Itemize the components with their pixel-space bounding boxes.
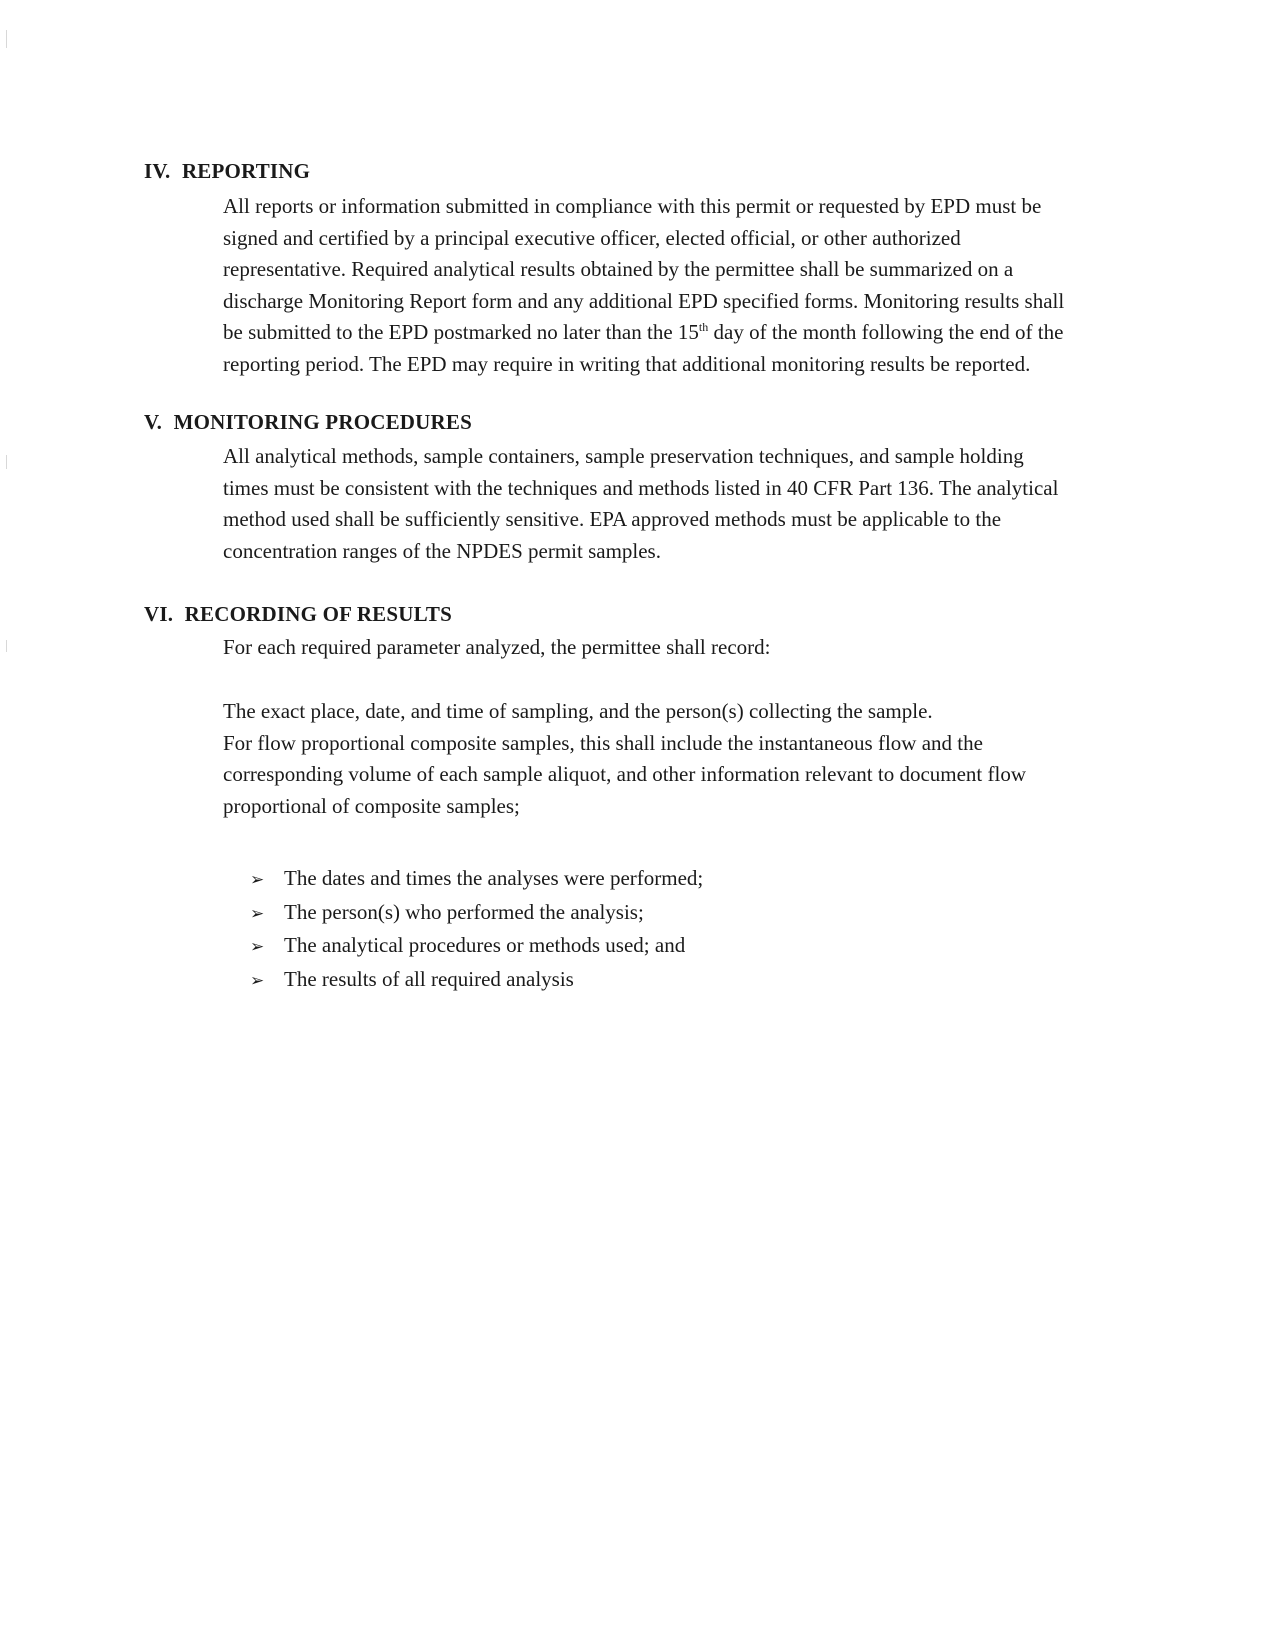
paragraph-line: All reports or information submitted in compliance with this permit or requested by EPD must be (223, 194, 1042, 218)
list-item (250, 930, 703, 964)
paragraph-line: concentration ranges of the NPDES permit samples. (223, 538, 661, 563)
section-heading-monitoring-procedures (144, 409, 472, 435)
paragraph-line: signed and certified by a principal executive officer, elected official, or other authorized (223, 225, 961, 250)
scan-artifact (6, 30, 7, 48)
arrowhead-bullet-icon: ➢ (250, 970, 265, 991)
list-item (250, 897, 703, 931)
section-heading-reporting (144, 158, 310, 184)
list-item-text: The analytical procedures or methods used; and (284, 933, 686, 957)
list-item (250, 964, 703, 998)
section-heading-recording-of-results (144, 601, 452, 627)
section-title: REPORTING (181, 159, 311, 183)
paragraph-line (223, 317, 1173, 349)
paragraph-line: For flow proportional composite samples, this shall include the instantaneous flow and the (223, 730, 983, 755)
scan-artifact (6, 640, 7, 652)
scan-artifact (6, 455, 7, 469)
paragraph-line: representative. Required analytical results obtained by the permittee shall be summarized on a (223, 257, 1014, 281)
paragraph-line: proportional of composite samples; (223, 793, 520, 818)
arrowhead-bullet-icon: ➢ (250, 937, 265, 957)
line-text: be submitted to the EPD postmarked no later than the 15 (223, 320, 699, 344)
section-title: MONITORING PROCEDURES (173, 410, 472, 434)
arrowhead-bullet-icon: ➢ (250, 903, 265, 924)
results-bullet-list (250, 863, 703, 997)
arrowhead-bullet-icon: ➢ (250, 870, 265, 890)
paragraph-line: times must be consistent with the techniques and methods listed in 40 CFR Part 136. The analytical (223, 475, 1059, 500)
list-item-text: The person(s) who performed the analysis; (284, 899, 644, 924)
section-number: IV. (144, 159, 171, 183)
paragraph-line: reporting period. The EPD may require in writing that additional monitoring results be reported. (223, 351, 1031, 376)
list-item (250, 863, 703, 897)
paragraph-line: corresponding volume of each sample aliquot, and other information relevant to document flow (223, 762, 1027, 786)
section-body-monitoring-procedures (223, 441, 1173, 567)
section-intro-recording-of-results (223, 632, 1173, 664)
paragraph-line: method used shall be sufficiently sensitive. EPA approved methods must be applicable to the (223, 507, 1002, 531)
ordinal-superscript: th (698, 320, 709, 334)
section-body-reporting (223, 191, 1173, 380)
list-item-text: The results of all required analysis (284, 966, 574, 991)
line-text: day of the month following the end of the (708, 320, 1064, 344)
section-body-recording-of-results (223, 696, 1173, 822)
list-item-text: The dates and times the analyses were performed; (284, 866, 704, 890)
section-number: VI. (144, 602, 174, 626)
paragraph-line: For each required parameter analyzed, the permittee shall record: (223, 635, 771, 659)
section-title: RECORDING OF RESULTS (184, 602, 452, 626)
paragraph-line: All analytical methods, sample containers, sample preservation techniques, and sample holding (223, 444, 1024, 468)
section-number: V. (144, 410, 163, 434)
paragraph-line: The exact place, date, and time of sampling, and the person(s) collecting the sample. (223, 699, 933, 723)
paragraph-line: discharge Monitoring Report form and any additional EPD specified forms. Monitoring results shall (223, 288, 1065, 313)
